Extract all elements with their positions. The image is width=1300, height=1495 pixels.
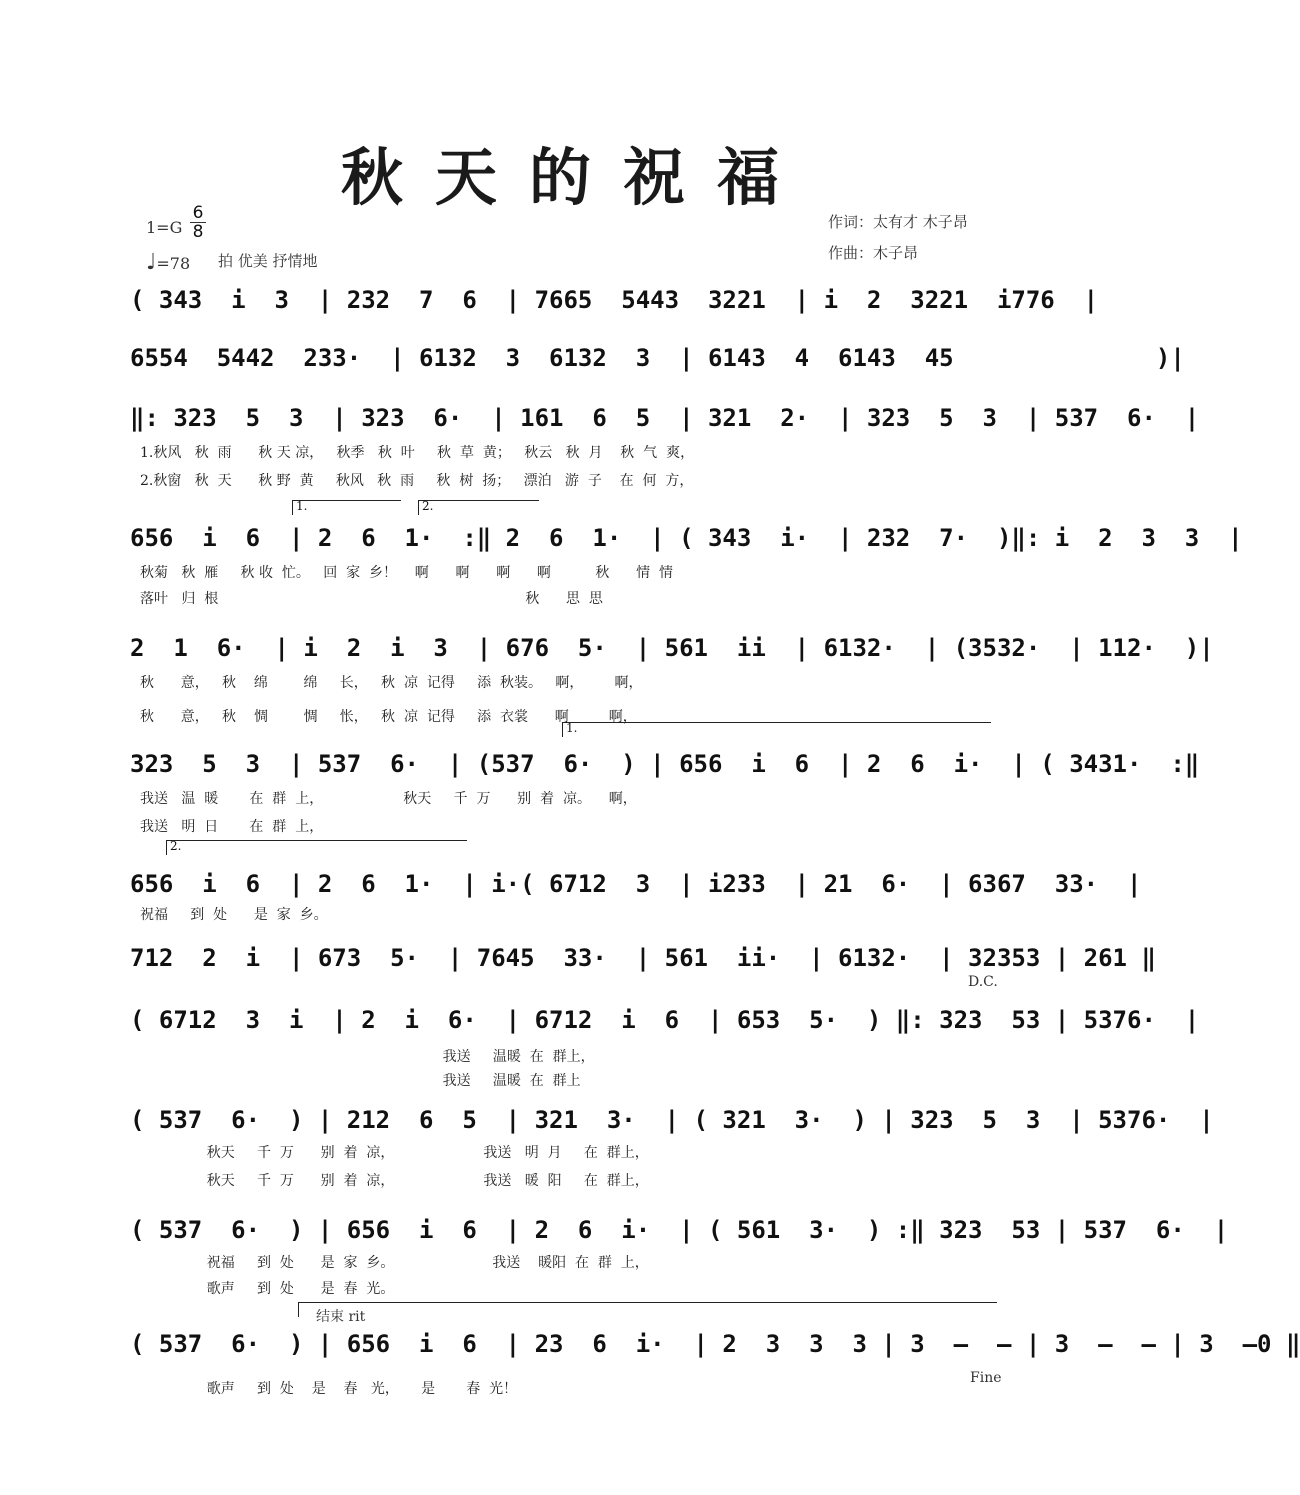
- notation-line: [0, 938, 1156, 978]
- coda-bracket: [298, 1302, 997, 1317]
- notation-text: ( 537 6· ) | 656 i 6 | 2 6 i· | ( 561 3· ) :‖ 323 53 | 537 6· |: [130, 1216, 1229, 1244]
- ending-2-label: 2.: [422, 499, 434, 513]
- ending-1b-label: 1.: [566, 721, 578, 735]
- ending-1-label: 1.: [296, 499, 308, 513]
- notation-text: 656 i 6 | 2 6 1· | i·( 6712 3 | i233 | 21 6· | 6367 33· |: [130, 870, 1142, 898]
- expression-marking: 拍 优美 抒情地: [218, 252, 318, 270]
- notation-line: [0, 280, 1152, 320]
- lyric-text: 祝福 到 处 是 家 乡。 我送 暖阳 在 群 上，: [140, 1255, 649, 1271]
- notation-line: [0, 1000, 1200, 1040]
- lyric-line: [0, 1278, 1152, 1300]
- quarter-note-icon: ♩: [146, 250, 157, 275]
- lyric-text: 落叶 归 根 秋 思 思: [140, 591, 603, 607]
- lyric-line: [0, 1070, 1152, 1092]
- lyric-text: 秋 意， 秋 绵 绵 长， 秋 凉 记得 添 秋装。 啊， 啊，: [140, 675, 643, 691]
- tempo-value: =78: [156, 254, 191, 273]
- fine-marking: Fine: [970, 1370, 1002, 1386]
- lyric-line: [0, 816, 1152, 838]
- lyric-text: 歌声 到 处 是 春 光。: [140, 1281, 395, 1297]
- lyric-text: 秋菊 秋 雁 秋 收 忙。 回 家 乡！ 啊 啊 啊 啊 秋 情 情: [140, 565, 674, 581]
- notation-line: [0, 744, 1200, 784]
- lyric-line: [0, 672, 1152, 694]
- lyric-line: [0, 788, 1152, 810]
- notation-line: [0, 338, 1185, 378]
- composer-credit: 作曲：木子昂: [828, 244, 919, 262]
- notation-text: 6554 5442 233· | 6132 3 6132 3 | 6143 4 6143 45 )|: [130, 344, 1185, 372]
- notation-text: 323 5 3 | 537 6· | (537 6· ) | 656 i 6 | 2 6 i· | ( 3431· :‖: [130, 750, 1200, 778]
- lyric-text: 秋 意， 秋 惆 惆 怅， 秋 凉 记得 添 衣裳 啊 啊，: [140, 709, 637, 725]
- ending-2-bracket: [418, 500, 539, 515]
- notation-text: 2 1 6· | i 2 i 3 | 676 5· | 561 ii | 6132· | (3532· | 112· )|: [130, 634, 1214, 662]
- ending-1b-bracket: [562, 722, 991, 737]
- notation-text: ( 537 6· ) | 656 i 6 | 23 6 i· | 2 3 3 3 | 3 — — | 3 — — | 3 —0 ‖: [130, 1330, 1300, 1358]
- lyric-text: 我送 温暖 在 群上: [140, 1073, 581, 1089]
- coda-label: 结束 rit: [316, 1309, 366, 1325]
- lyric-text: 1.秋风 秋 雨 秋 天 凉， 秋季 秋 叶 秋 草 黄； 秋云 秋 月 秋 气 爽，: [140, 445, 695, 461]
- lyric-line: [0, 470, 1152, 492]
- ending-2b-bracket: [166, 840, 467, 855]
- notation-text: 656 i 6 | 2 6 1· :‖ 2 6 1· | ( 343 i· | 232 7· )‖: i 2 3 3 |: [130, 524, 1243, 552]
- lyric-text: 祝福 到 处 是 家 乡。: [140, 907, 328, 923]
- lyric-line: [0, 904, 1152, 926]
- song-title: 秋天的祝福: [340, 141, 811, 214]
- lyric-text: 我送 明 日 在 群 上，: [140, 819, 324, 835]
- notation-text: ‖: 323 5 3 | 323 6· | 161 6 5 | 321 2· | 323 5 3 | 537 6· |: [130, 404, 1200, 432]
- time-numerator: 6: [190, 204, 206, 223]
- dc-marking: D.C.: [968, 974, 998, 990]
- lyric-text: 我送 温暖 在 群上，: [140, 1049, 595, 1065]
- lyric-line: [0, 1170, 1152, 1192]
- notation-line: [0, 398, 1200, 438]
- lyric-line: [0, 1046, 1152, 1068]
- lyric-text: 歌声 到 处 是 春 光， 是 春 光！: [140, 1381, 518, 1397]
- lyric-line: [0, 442, 1152, 464]
- key-signature: 1=G: [146, 218, 183, 237]
- notation-text: ( 343 i 3 | 232 7 6 | 7665 5443 3221 | i 2 3221 i776 |: [130, 286, 1099, 314]
- ending-2b-label: 2.: [170, 839, 182, 853]
- lyric-text: 2.秋窗 秋 天 秋 野 黄 秋风 秋 雨 秋 树 扬； 漂泊 游 子 在 何 方，: [140, 473, 694, 489]
- tempo-marking: [146, 250, 190, 275]
- notation-line: [0, 1210, 1229, 1250]
- time-denominator: 8: [192, 222, 204, 242]
- lyric-text: 我送 温 暖 在 群 上， 秋天 千 万 别 着 凉。 啊，: [140, 791, 637, 807]
- lyric-text: 秋天 千 万 别 着 凉， 我送 明 月 在 群上，: [140, 1145, 649, 1161]
- notation-line: [0, 628, 1214, 668]
- notation-text: 712 2 i | 673 5· | 7645 33· | 561 ii· | 6132· | 32353 | 261 ‖: [130, 944, 1156, 972]
- lyric-line: [0, 1252, 1152, 1274]
- notation-line: [0, 864, 1152, 904]
- lyric-line: [0, 562, 1152, 584]
- notation-text: ( 537 6· ) | 212 6 5 | 321 3· | ( 321 3· ) | 323 5 3 | 5376· |: [130, 1106, 1214, 1134]
- lyric-line: [0, 1142, 1152, 1164]
- lyric-text: 秋天 千 万 别 着 凉， 我送 暖 阳 在 群上，: [140, 1173, 649, 1189]
- notation-text: ( 6712 3 i | 2 i 6· | 6712 i 6 | 653 5· ) ‖: 323 53 | 5376· |: [130, 1006, 1200, 1034]
- time-signature: [190, 204, 206, 241]
- ending-1-bracket: [292, 500, 401, 515]
- lyricist-credit: 作词：太有才 木子昂: [828, 213, 968, 231]
- lyric-line: [0, 588, 1152, 610]
- notation-line: [0, 1100, 1214, 1140]
- notation-line: [0, 518, 1243, 558]
- notation-line: [0, 1324, 1300, 1364]
